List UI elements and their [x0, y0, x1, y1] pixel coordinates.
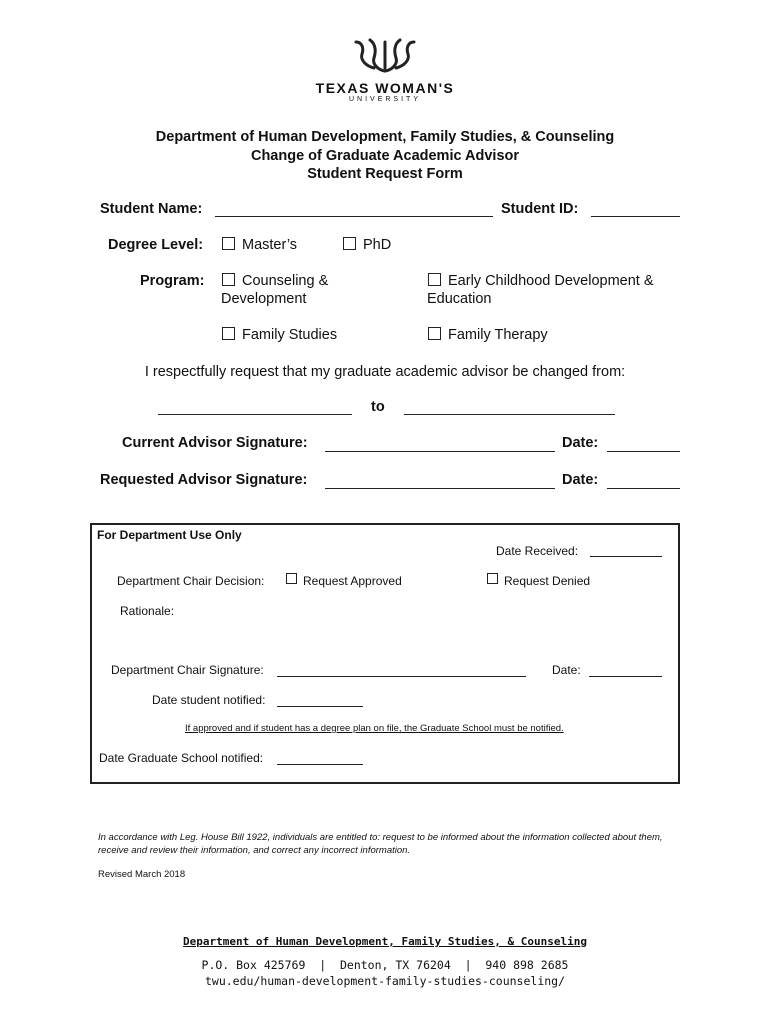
from-advisor-field[interactable] — [158, 414, 352, 415]
requested-advisor-signature-label: Requested Advisor Signature: — [100, 472, 308, 488]
department-use-box — [90, 523, 680, 784]
chair-signature-label: Department Chair Signature: — [111, 663, 264, 677]
ecd-label-line2: Education — [427, 291, 492, 307]
family-studies-checkbox[interactable] — [222, 327, 235, 340]
student-notified-label: Date student notified: — [152, 693, 266, 707]
current-date-label: Date: — [562, 435, 599, 451]
counseling-checkbox[interactable] — [222, 273, 235, 286]
phd-label: PhD — [363, 237, 392, 253]
chair-date-field[interactable] — [589, 676, 662, 677]
student-id-field[interactable] — [591, 216, 680, 217]
logo-name: TEXAS WOMAN'S — [315, 80, 455, 96]
program-label: Program: — [140, 273, 205, 289]
request-statement: I respectfully request that my graduate academic advisor be changed from: — [144, 364, 626, 380]
student-name-field[interactable] — [215, 216, 493, 217]
legal-notice: In accordance with Leg. House Bill 1922, individuals are entitled to: request to be informed about the information collected about them, receive and review their information, and correct any incorrect information. — [98, 832, 663, 856]
rationale-label: Rationale: — [120, 604, 175, 618]
twu-logo-icon — [350, 38, 420, 74]
family-studies-label: Family Studies — [242, 327, 338, 343]
chair-decision-label: Department Chair Decision: — [117, 574, 265, 588]
revised-date: Revised March 2018 — [98, 869, 186, 880]
requested-advisor-signature-field[interactable] — [325, 488, 555, 489]
footer-department: Department of Human Development, Family Studies, & Counseling — [183, 935, 587, 948]
footer-address: P.O. Box 425769 | Denton, TX 76204 | 940 898 2685 — [201, 958, 569, 972]
department-use-title: For Department Use Only — [97, 528, 242, 542]
grad-school-notified-label: Date Graduate School notified: — [99, 751, 264, 765]
family-therapy-checkbox[interactable] — [428, 327, 441, 340]
masters-label: Master’s — [242, 237, 298, 253]
to-label: to — [371, 399, 385, 415]
request-approved-label: Request Approved — [303, 574, 402, 588]
page-title-line3: Student Request Form — [307, 166, 463, 182]
request-denied-label: Request Denied — [504, 574, 591, 588]
counseling-label-line1: Counseling & — [242, 273, 329, 289]
student-notified-field[interactable] — [277, 706, 363, 707]
logo-subtitle: UNIVERSITY — [348, 96, 421, 103]
page-title-line1: Department of Human Development, Family Studies, & Counseling — [155, 129, 615, 145]
ecd-label-line1: Early Childhood Development & — [448, 273, 654, 289]
chair-signature-field[interactable] — [277, 676, 526, 677]
masters-checkbox[interactable] — [222, 237, 235, 250]
chair-date-label: Date: — [552, 663, 581, 677]
family-therapy-label: Family Therapy — [448, 327, 548, 343]
page-title-line2: Change of Graduate Academic Advisor — [250, 148, 520, 164]
student-id-label: Student ID: — [501, 201, 579, 217]
student-name-label: Student Name: — [100, 201, 203, 217]
degree-level-label: Degree Level: — [108, 237, 204, 253]
date-received-field[interactable] — [590, 556, 662, 557]
request-denied-checkbox[interactable] — [487, 573, 498, 584]
request-approved-checkbox[interactable] — [286, 573, 297, 584]
grad-school-notice: If approved and if student has a degree plan on file, the Graduate School must be notified. — [185, 723, 564, 734]
counseling-label-line2: Development — [221, 291, 307, 307]
current-date-field[interactable] — [607, 451, 680, 452]
footer-url[interactable]: twu.edu/human-development-family-studies-counseling/ — [204, 974, 566, 988]
to-advisor-field[interactable] — [404, 414, 615, 415]
grad-school-notified-field[interactable] — [277, 764, 363, 765]
phd-checkbox[interactable] — [343, 237, 356, 250]
requested-date-field[interactable] — [607, 488, 680, 489]
date-received-label: Date Received: — [496, 544, 579, 558]
current-advisor-signature-field[interactable] — [325, 451, 555, 452]
requested-date-label: Date: — [562, 472, 599, 488]
current-advisor-signature-label: Current Advisor Signature: — [122, 435, 308, 451]
ecd-checkbox[interactable] — [428, 273, 441, 286]
